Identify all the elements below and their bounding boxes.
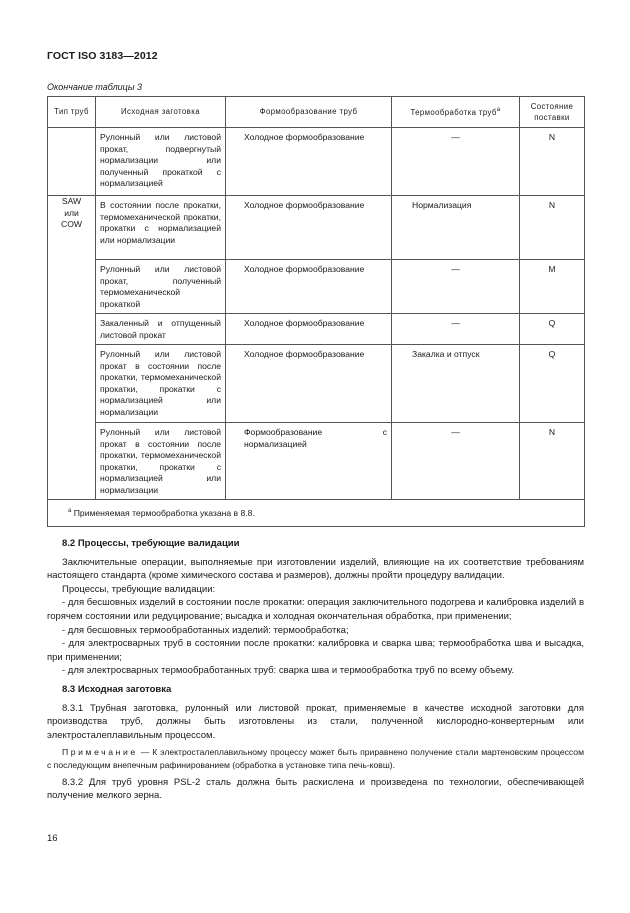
pipe-type-label: SAW или COW: [60, 196, 82, 229]
paragraph-8-3-2: 8.3.2 Для труб уровня PSL-2 сталь должна быть раскислена и произведена по технологии, обеспечивающей получение мелкого зерна.: [47, 776, 584, 802]
page-number: 16: [47, 833, 58, 844]
footnote-text: Применяемая термообработка указана в 8.8.: [73, 508, 255, 518]
table-row: [48, 128, 585, 196]
delivery-condition-cell: Q: [520, 345, 585, 423]
pipe-type-cell-blank: [48, 128, 96, 196]
note-paragraph: [47, 746, 584, 771]
footnote-marker: a: [496, 107, 501, 114]
heat-treatment-cell: —: [392, 423, 520, 500]
delivery-condition-cell: N: [520, 423, 585, 500]
starting-material-cell: Рулонный или листовой прокат в состоянии после прокатки, термомеханической прокатки, прокатки с нормализацией или нормализации: [96, 345, 226, 423]
paragraph-8-3-1: 8.3.1 Трубная заготовка, рулонный или листовой прокат, применяемые в качестве исходной заготовки для производства труб, должны быть изготовлены из стали, полученной кислородно-конвертерным или электросталеплавильным процессом.: [47, 702, 584, 741]
column-header-heat-treatment: [392, 97, 520, 128]
section-heading-8-3: 8.3 Исходная заготовка: [62, 683, 172, 695]
heat-treatment-cell: Нормализация: [392, 196, 520, 260]
pipe-type-cell: [48, 196, 96, 500]
pipe-forming-cell: Холодное формообразование: [226, 196, 392, 260]
note-label: Примечание: [62, 747, 138, 758]
document-body: [47, 537, 584, 803]
pipe-production-table: [47, 96, 585, 527]
column-header-heat-treatment-label: Термообработка труб: [410, 108, 497, 118]
list-item: - для электросварных труб в состоянии после прокатки: калибровка и сварка шва; термообработка шва и высадка, при применении;: [47, 638, 584, 663]
list-item: - для электросварных термообработанных труб: сварка шва и термообработка труб по всему объему.: [62, 665, 515, 677]
pipe-forming-cell: Холодное формообразование: [226, 128, 392, 196]
starting-material-cell: Рулонный или листовой прокат, подвергнутый нормализации или полученный прокаткой с нормализацией: [96, 128, 226, 196]
starting-material-cell: Закаленный и отпущенный листовой прокат: [96, 314, 226, 345]
paragraph: Заключительные операции, выполняемые при изготовлении изделий, влияющие на их соответствие требованиям настоящего стандарта (кроме химического состава и размеров), должны пройти процедуру валидации.: [47, 556, 584, 582]
delivery-condition-cell: M: [520, 260, 585, 314]
table-footnote-row: [48, 500, 585, 527]
table-row: [48, 260, 585, 314]
heat-treatment-cell: —: [392, 260, 520, 314]
starting-material-cell: Рулонный или листовой прокат в состоянии после прокатки, термомеханической прокатки, прокатки с нормализацией или нормализации: [96, 423, 226, 500]
starting-material-cell: В состоянии после прокатки, термомеханической прокатки, прокатки с нормализацией или нормализации: [96, 196, 226, 260]
table-header-row: [48, 97, 585, 128]
section-heading-8-2: 8.2 Процессы, требующие валидации: [62, 538, 240, 549]
list-item: - для бесшовных термообработанных изделий: термообработка;: [62, 624, 349, 636]
pipe-forming-cell: Холодное формообразование: [226, 314, 392, 345]
document-header: ГОСТ ISO 3183—2012: [47, 50, 158, 62]
column-header-starting-material: Исходная заготовка: [96, 97, 226, 128]
table-caption: Окончание таблицы 3: [47, 82, 142, 92]
column-header-pipe-type: Тип труб: [48, 97, 96, 128]
column-header-pipe-forming: Формообразование труб: [226, 97, 392, 128]
heat-treatment-cell: —: [392, 314, 520, 345]
pipe-forming-cell: Холодное формообразование: [226, 260, 392, 314]
pipe-forming-cell: Холодное формообразование: [226, 345, 392, 423]
table-row: [48, 423, 585, 500]
paragraph: Процессы, требующие валидации:: [62, 583, 216, 595]
delivery-condition-cell: Q: [520, 314, 585, 345]
starting-material-cell: Рулонный или листовой прокат, полученный термомеханической прокаткой: [96, 260, 226, 314]
table-row: [48, 196, 585, 260]
heat-treatment-cell: —: [392, 128, 520, 196]
table-row: [48, 345, 585, 423]
list-item: - для бесшовных изделий в состоянии после прокатки: операция заключительного подогрева и калибровка изделий в горячем состоянии или редуцирование; высадка и холодная окончательная обработка, при применении;: [47, 597, 584, 622]
delivery-condition-cell: N: [520, 196, 585, 260]
column-header-delivery-condition: Состояние поставки: [520, 97, 585, 128]
note-text: — К электросталеплавильному процессу может быть приравнено получение стали мартеновским процессом с последующим внепечным рафинированием (обработка в установке типа печь-ковш).: [47, 747, 584, 770]
pipe-forming-cell: Формообразование с нормализацией: [226, 423, 392, 500]
table-row: [48, 314, 585, 345]
table-footnote: [48, 500, 585, 527]
delivery-condition-cell: N: [520, 128, 585, 196]
footnote-marker: a: [68, 508, 72, 514]
heat-treatment-cell: Закалка и отпуск: [392, 345, 520, 423]
